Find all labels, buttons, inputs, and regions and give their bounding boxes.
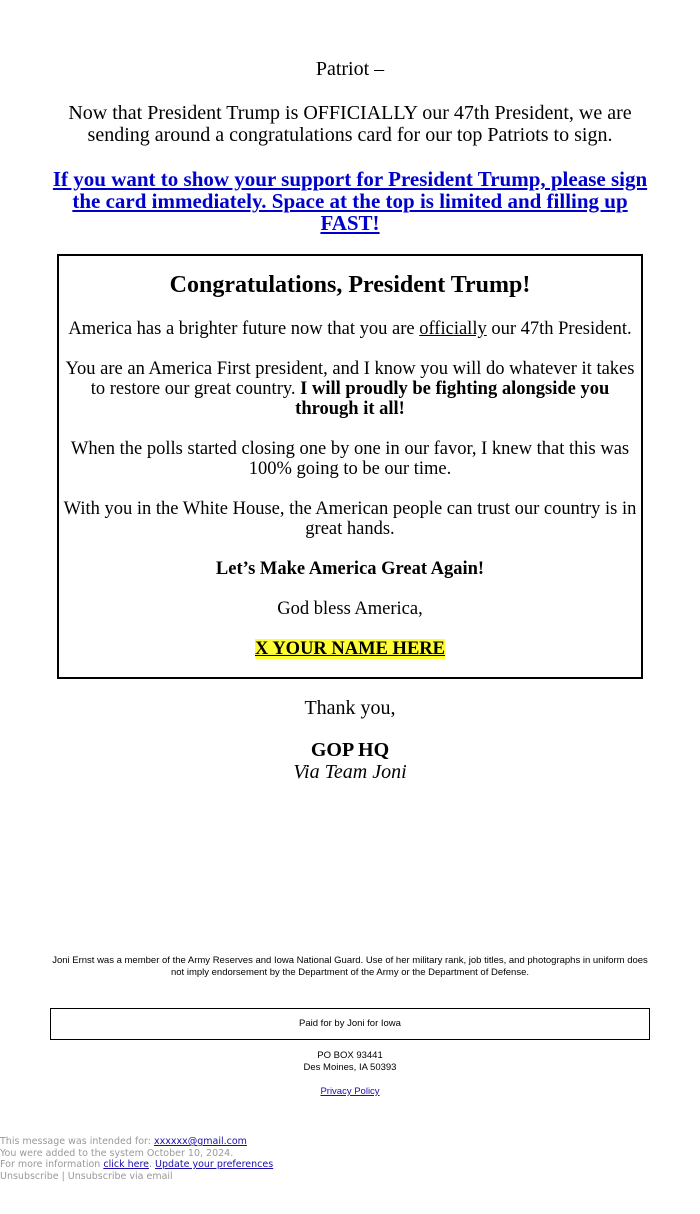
text: This message was intended for:: [0, 1136, 154, 1147]
text: You are an America First president, and I know you will do whatever it takes to restore our great country.: [65, 359, 635, 399]
text: our 47th President.: [486, 319, 632, 339]
text: .: [149, 1159, 156, 1170]
email-body: [50, 0, 650, 254]
card-paragraph: With you in the White House, the American people can trust our country is in great hands.: [63, 499, 637, 539]
privacy-policy-link[interactable]: Privacy Policy: [320, 1086, 380, 1097]
emphasis: officially: [419, 319, 487, 339]
intro-text: Now that President Trump is OFFICIALLY our 47th President, we are sending around a congratulations card for our top Patriots to sign.: [68, 102, 632, 146]
card-paragraph: God bless America,: [277, 599, 423, 619]
thanks: Thank you,: [304, 697, 396, 719]
sign-card-link[interactable]: If you want to show your support for President Trump, please sign the card immediately. Space at the top is limited and filling up FAST!: [52, 167, 648, 235]
paid-for-box: Paid for by Joni for Iowa: [50, 1008, 650, 1040]
card-paragraph: When the polls started closing one by one in our favor, I knew that this was 100% going to be our time.: [70, 439, 630, 479]
card-paragraph: [59, 319, 641, 339]
footer-meta: [0, 1136, 273, 1182]
address-line: PO BOX 93441: [317, 1050, 383, 1061]
click-here-link[interactable]: click here: [103, 1159, 149, 1170]
greeting: Patriot –: [315, 58, 385, 80]
card-paragraph: [59, 359, 641, 419]
text: For more information: [0, 1159, 104, 1170]
emphasis: I will proudly be fighting alongside you through it all!: [295, 379, 610, 419]
update-preferences-link[interactable]: Update your preferences: [155, 1159, 274, 1170]
card-title: Congratulations, President Trump!: [169, 272, 531, 298]
sign-name-link[interactable]: X YOUR NAME HERE: [255, 639, 445, 659]
added-date: You were added to the system October 10, 2024.: [0, 1147, 234, 1159]
email-link[interactable]: xxxxxx@gmail.com: [154, 1136, 247, 1147]
card-paragraph: Let’s Make America Great Again!: [215, 559, 485, 579]
disclaimer: Joni Ernst was a member of the Army Reserves and Iowa National Guard. Use of her military rank, job titles, and photographs in uniform does not imply endorsement by the Department of the Army or the Department of Defense.: [52, 955, 648, 978]
text: America has a brighter future now that you are: [68, 319, 420, 339]
org-name: GOP HQ: [310, 739, 390, 761]
address-line: Des Moines, IA 50393: [303, 1062, 397, 1073]
congratulations-card: [57, 254, 643, 679]
unsubscribe-links[interactable]: Unsubscribe | Unsubscribe via email: [0, 1170, 173, 1182]
via-team: Via Team Joni: [293, 761, 407, 783]
